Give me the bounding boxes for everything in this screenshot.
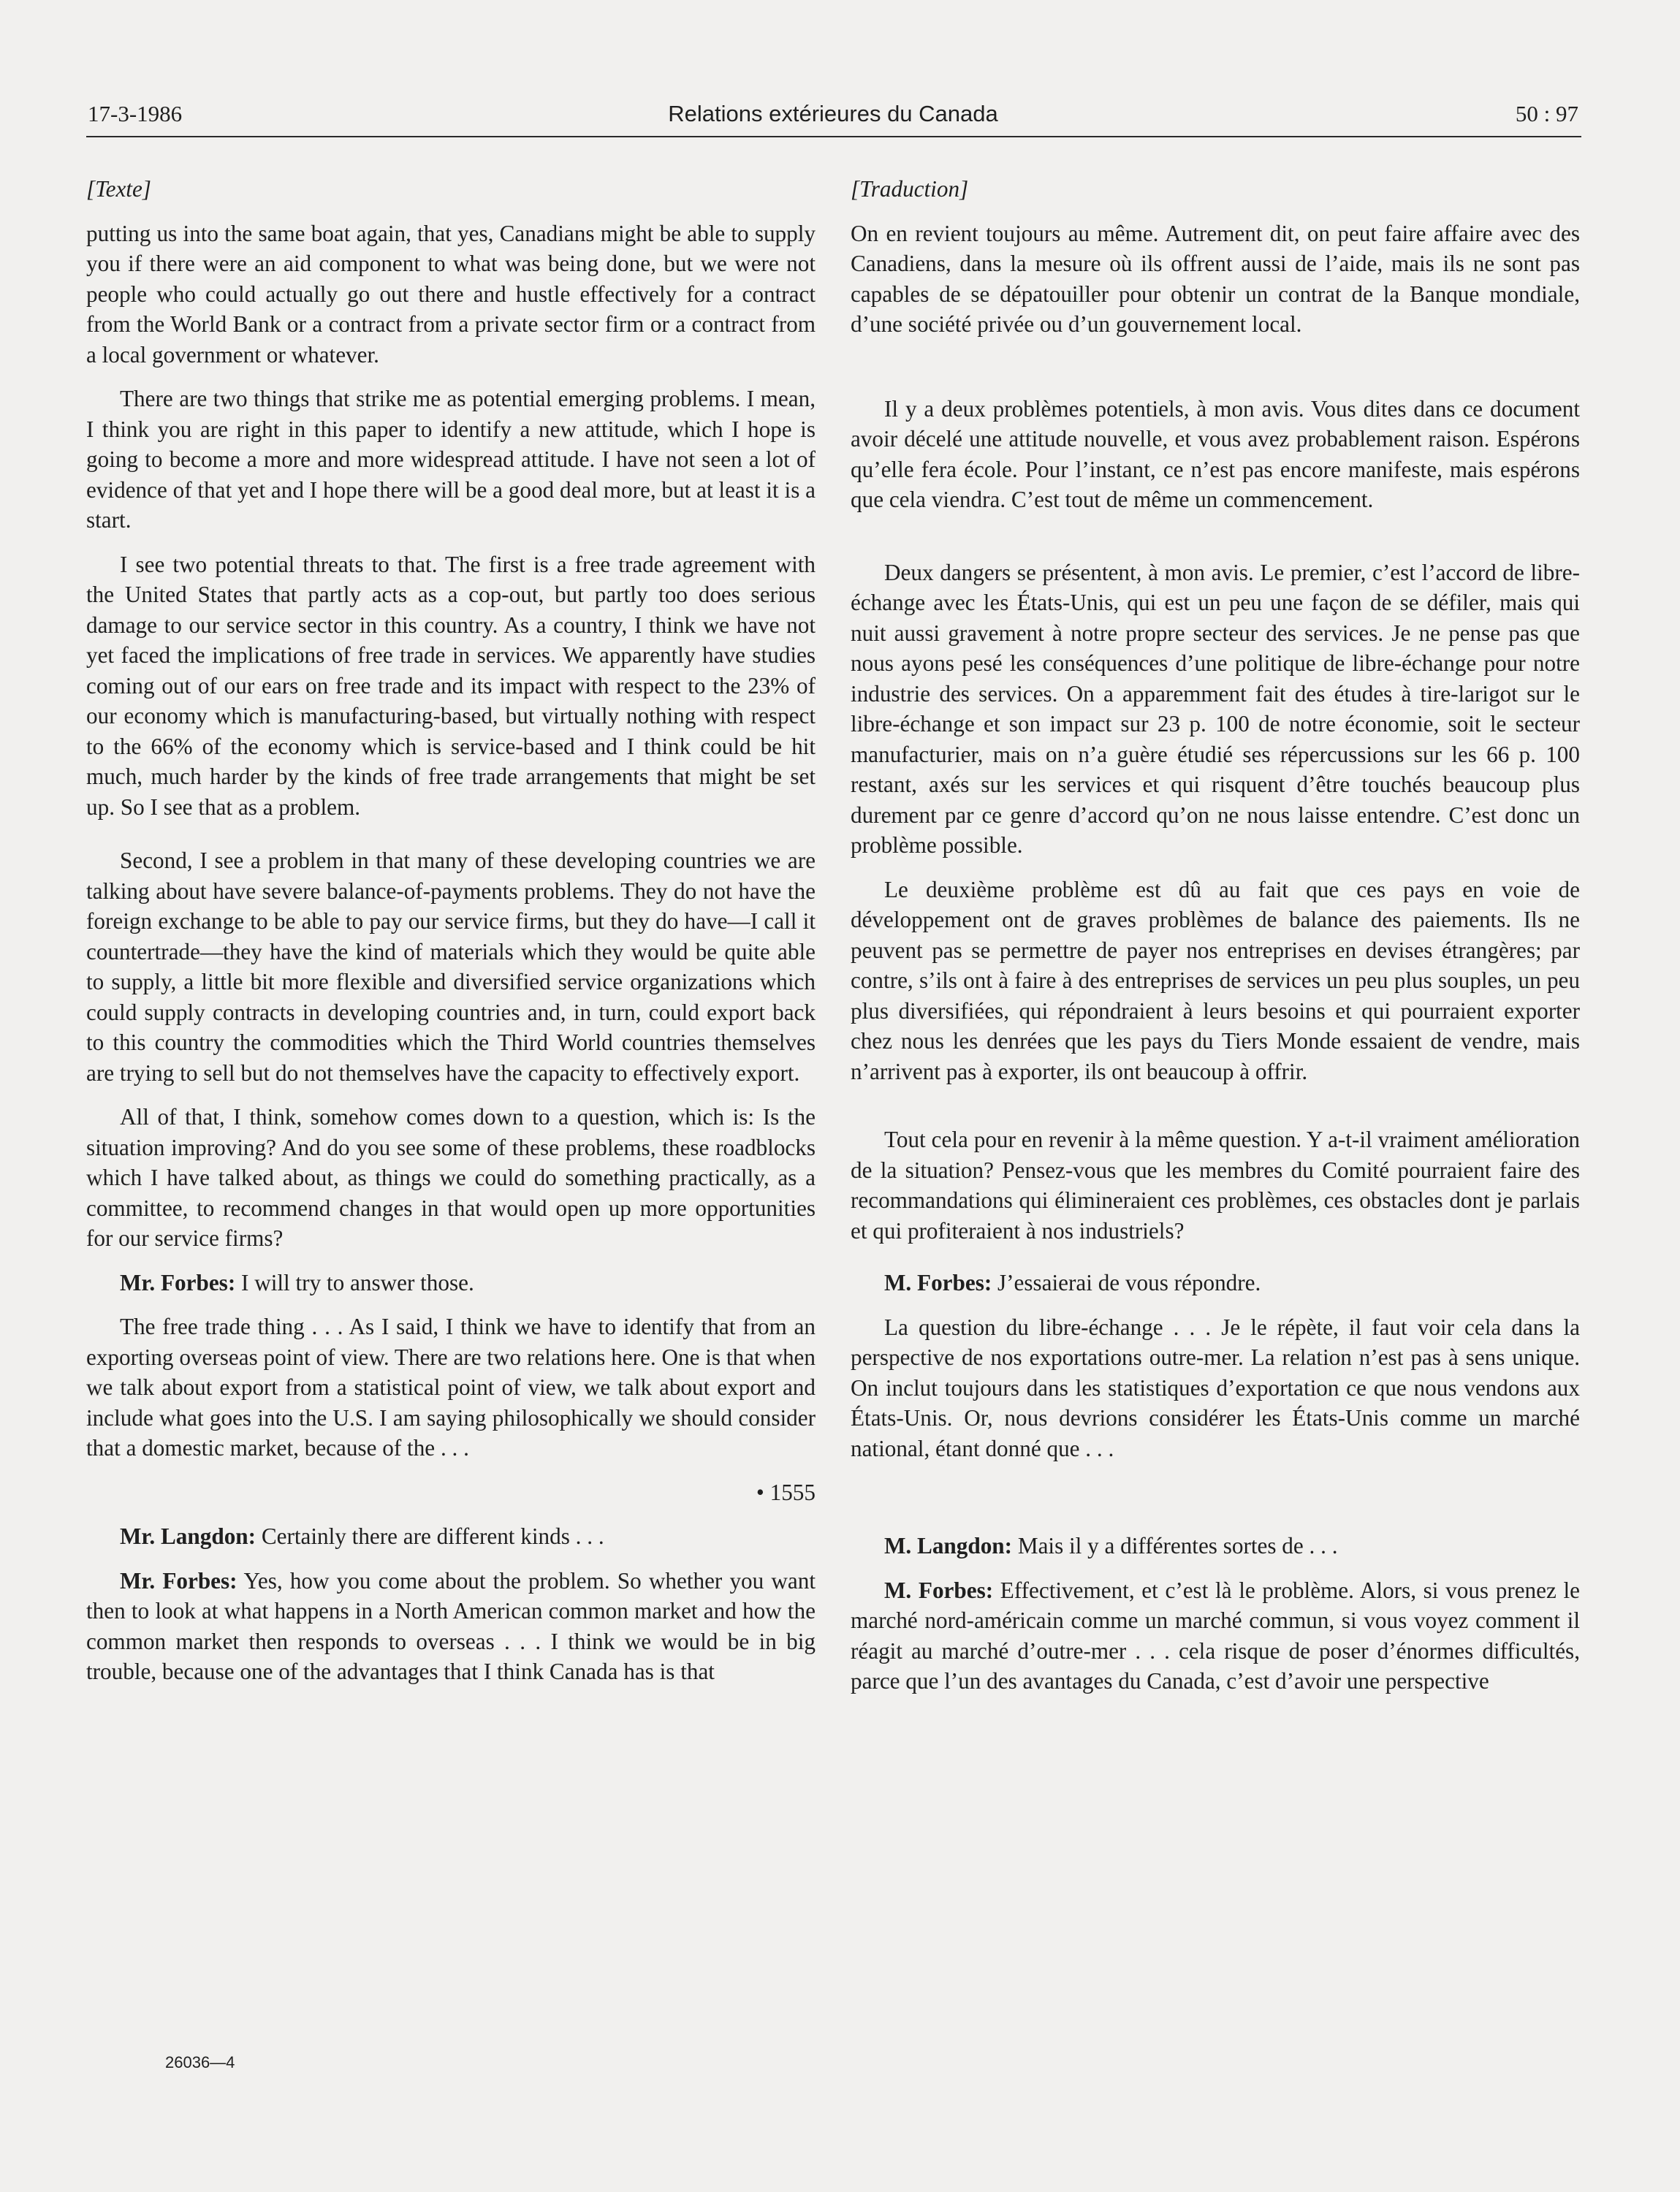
paragraph: I see two potential threats to that. The first is a free trade agreement with the United States that partly acts as a cop-out, but partly too does serious damage to our service sector in this country. As a country, I think we have not yet faced the implications of free trade in services. We apparently have studies coming out of our ears on free trade and its impact with respect to the 23% of our economy which is manufacturing-based, but virtually nothing with respect to the 66% of the economy which is service-based and I think could be hit much, much harder by the kinds of free trade arrangements that might be set up. So I see that as a problem. (86, 551, 816, 820)
paragraph: Second, I see a problem in that many of these developing countries we are talking about have severe balance-of-payments problems. They do not have the foreign exchange to be able to pay our service firms, but they do have—I call it countertrade—they have the kind of materials which they would be quite able to supply, a little bit more flexible and diversified service organizations which could supply contracts in developing countries and, in turn, could export back to this country the commodities which the Third World countries themselves are trying to sell but do not themselves have the capacity to effectively export. (86, 848, 816, 1086)
speaker-paragraph (86, 1521, 816, 1552)
french-column (851, 174, 1580, 1710)
paragraph: All of that, I think, somehow comes down to a question, which is: Is the situation improving? And do you see some of these problems, these roadblocks which I have talked about, as things we could do something practically, as a committee, to recommend changes in that would open up more opportunities for our service firms? (86, 1104, 816, 1251)
paragraph: putting us into the same boat again, that yes, Canadians might be able to supply you if there were an aid component to what was being done, but we were not people who could actually go out there and hustle effectively for a contract from the World Bank or a contract from a private sector firm or a contract from a local government or whatever. (86, 220, 816, 368)
paragraph: Il y a deux problèmes potentiels, à mon avis. Vous dites dans ce document avoir décelé une attitude nouvelle, et vous avez probablement raison. Espérons qu’elle fera école. Pour l’instant, ce n’est pas encore manifeste, mais espérons que cela viendra. C’est tout de même un commencement. (851, 395, 1580, 512)
paragraph: Tout cela pour en revenir à la même question. Y a-t-il vraiment amélioration de la situation? Pensez-vous que les membres du Comité pourraient faire des recommandations qui élimineraient ces problèmes, ces obstacles dont je parlais et qui profiteraient à nos industriels? (851, 1127, 1580, 1244)
speaker-name: Mr. Forbes: (120, 1269, 236, 1295)
paragraph: The free trade thing . . . As I said, I think we have to identify that from an exporting overseas point of view. There are two relations here. One is that when we talk about export from a statistical point of view, we talk about export and include what goes into the U.S. I am saying philosophically we should consider that a domestic market, because of the . . . (86, 1314, 816, 1461)
header-page-number: 50 : 97 (1515, 101, 1578, 126)
speech-text: J’essaierai de vous répondre. (992, 1270, 1261, 1295)
paragraph: There are two things that strike me as potential emerging problems. I mean, I think you are right in this paper to identify a new attitude, which I hope is going to become a more and more widespread attitude. I have not seen a lot of evidence of that yet and I hope there will be a good deal more, but at least it is a start. (86, 386, 816, 533)
speech-text: Effectivement, et c’est là le problème. Alors, si vous prenez le marché nord-américain comme un marché commun, si vous voyez comment il réagit au marché d’outre-mer . . . cela risque de poser d’énormes difficultés, parce que l’un des avantages du Canada, c’est d’avoir une perspective (851, 1577, 1580, 1694)
time-marker: • 1555 (756, 1479, 816, 1505)
speech-text: Mais il y a différentes sortes de . . . (1012, 1533, 1338, 1559)
paragraph: La question du libre-échange . . . Je le répète, il faut voir cela dans la perspective de nos exportations outre-mer. La relation n’est pas à sens unique. On inclut toujours dans les statistiques d’exportation ce que nous vendons aux États-Unis. Or, nous devrions considérer les États-Unis comme un marché national, étant donné que . . . (851, 1314, 1580, 1461)
speaker-name: Mr. Forbes: (120, 1567, 237, 1594)
speaker-name: M. Forbes: (884, 1270, 992, 1295)
speaker-name: M. Langdon: (884, 1533, 1013, 1559)
page-header (88, 101, 1578, 139)
column-label-text: [Traduction] (851, 176, 969, 202)
paragraph: Deux dangers se présentent, à mon avis. Le premier, c’est l’accord de libre-échange avec les États-Unis, qui est un peu une façon de se défiler, mais qui nuit aussi gravement à notre propre secteur des services. Je ne pense pas que nous ayons pesé les conséquences d’une politique de libre-échange pour notre industrie des services. On a apparemment fait des études à tire-larigot sur le libre-échange et son impact sur 23 p. 100 de notre économie, soit le secteur manufacturier, mais on n’a guère étudié ses répercussions sur les 66 p. 100 restant, axés sur les services et qui risquent d’être touchés beaucoup plus durement par ce genre d’accord qu’on ne nous laisse entendre. C’est donc un problème possible. (851, 559, 1580, 858)
speaker-paragraph (86, 1566, 816, 1687)
speaker-paragraph (851, 1268, 1580, 1298)
english-column (86, 174, 816, 1701)
speech-text: I will try to answer those. (235, 1269, 474, 1295)
header-title: Relations extérieures du Canada (668, 101, 998, 126)
column-label-text: [Texte] (86, 176, 151, 202)
speaker-name: M. Forbes: (884, 1577, 994, 1603)
paragraph: Le deuxième problème est dû au fait que ces pays en voie de développement ont de graves problèmes de balance des paiements. Ils ne peuvent pas se permettre de payer nos entreprises en devises étrangères; par contre, s’ils ont à faire à des entreprises de services un peu plus souples, un peu plus diversifiées, qui répondraient à leurs besoins et qui pourraient exporter chez nous les denrées que les pays du Tiers Monde essaient de vendre, mais n’arrivent pas à exporter, ils ont beaucoup à offrir. (851, 876, 1580, 1084)
speaker-paragraph (851, 1575, 1580, 1697)
speech-text: Yes, how you come about the problem. So whether you want then to look at what happens in a North American common market and how the common market then responds to overseas . . . I think we would be in big trouble, because one of the advantages that I think Canada has is that (86, 1567, 816, 1684)
footer-code: 26036—4 (165, 2053, 235, 2071)
speaker-paragraph (851, 1531, 1580, 1561)
header-rule (86, 136, 1581, 137)
speaker-name: Mr. Langdon: (120, 1523, 256, 1549)
paragraph: On en revient toujours au même. Autrement dit, on peut faire affaire avec des Canadiens, dans la mesure où ils offrent aussi de l’aide, mais ils ne sont pas capables de se dépatouiller pour obtenir un contrat de la Banque mondiale, d’une société privée ou d’un gouvernement local. (851, 220, 1580, 337)
speaker-paragraph (86, 1268, 816, 1298)
speech-text: Certainly there are different kinds . . . (256, 1523, 604, 1549)
header-date: 17-3-1986 (88, 101, 183, 126)
